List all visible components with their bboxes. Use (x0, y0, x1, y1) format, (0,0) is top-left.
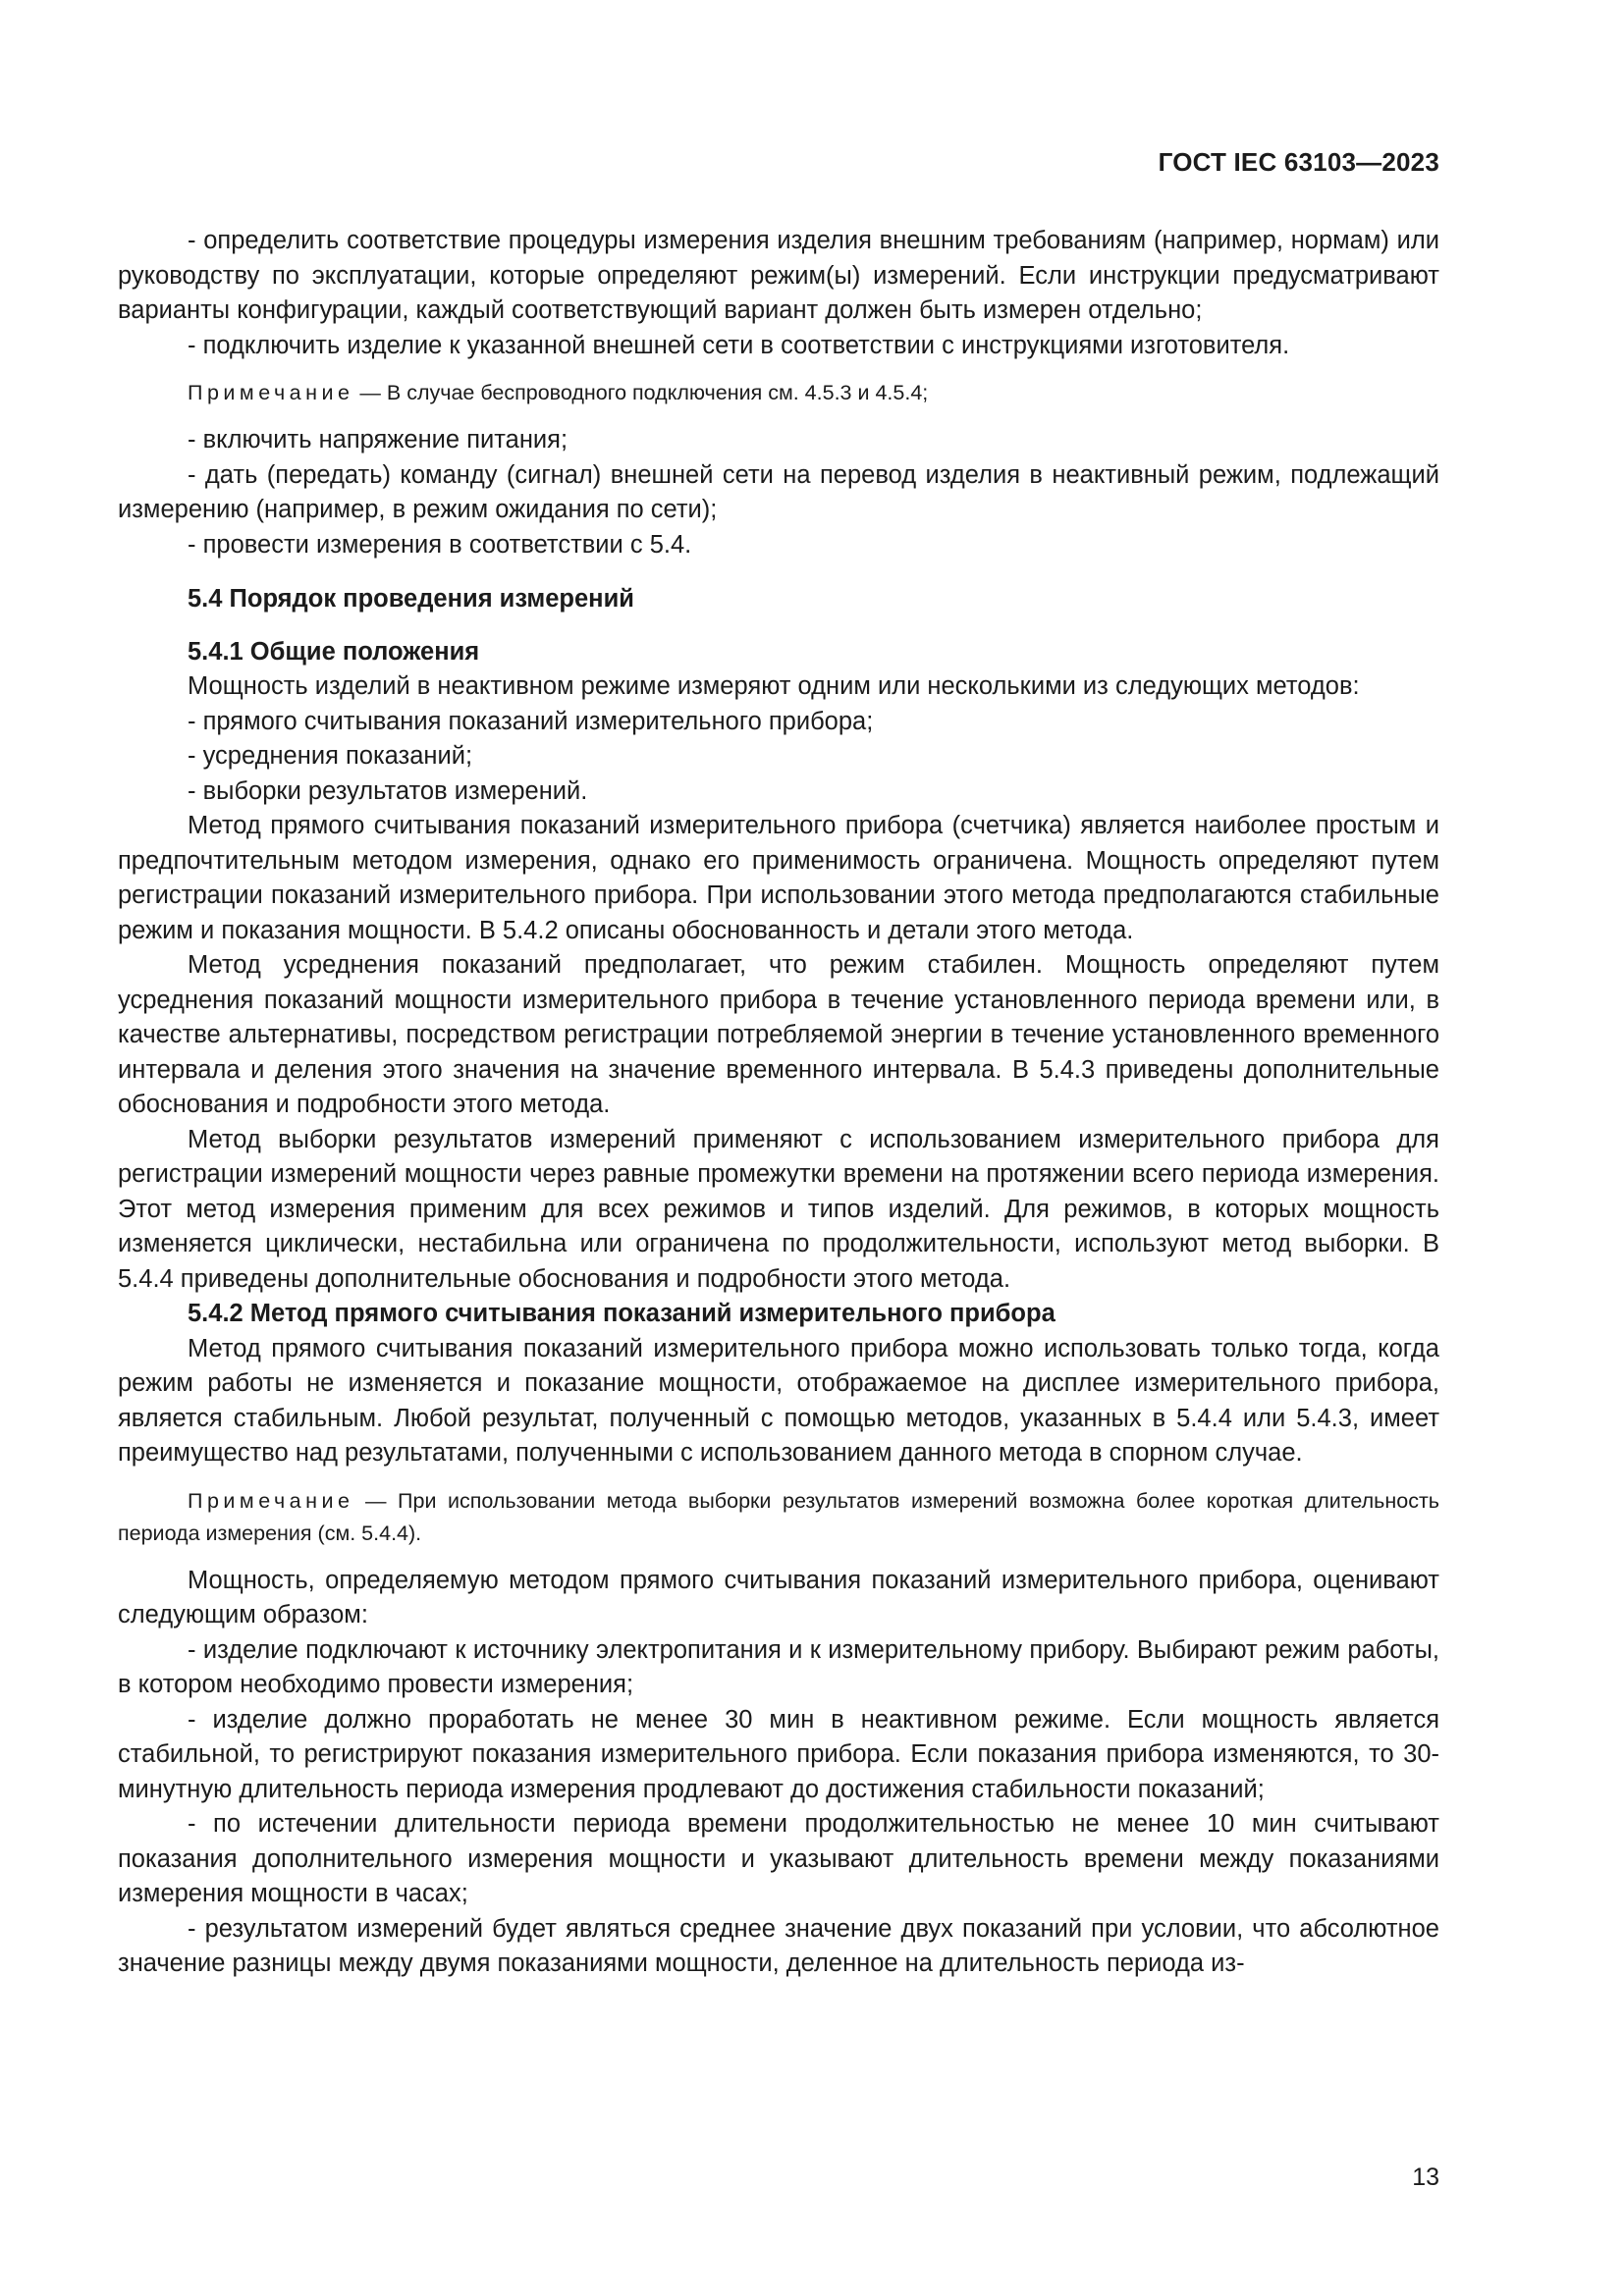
list-item: - результатом измерений будет являться среднее значение двух показаний при условии, что абсолютное значение разницы между двумя показаниями мощности, деленное на длительность периода из- (118, 1914, 1439, 1977)
paragraph: Метод прямого считывания показаний измерительного прибора можно использовать только тогда, когда режим работы не изменяется и показание мощности, отображаемое на дисплее измерительного прибора, является стабильным. Любой результат, полученный с помощью методов, указанных в 5.4.4 или 5.4.3, имеет преимущество над результатами, полученными с использованием данного метода в спорном случае. (118, 1334, 1439, 1467)
note (118, 377, 1439, 409)
page-number: 13 (1412, 2163, 1439, 2191)
paragraph: - подключить изделие к указанной внешней сети в соответствии с инструкциями изготовителя. (188, 331, 1290, 359)
standard-id-header: ГОСТ IEC 63103—2023 (1158, 147, 1439, 177)
list-item: - выборки результатов измерений. (188, 776, 588, 805)
paragraph: Метод усреднения показаний предполагает, что режим стабилен. Мощность определяют путем усреднения показаний мощности измерительного прибора в течение установленного периода времени или, в качестве альтернативы, посредством регистрации потребляемой энергии в течение установленного временного интервала и деления этого значения на значение временного интервала. В 5.4.3 приведены дополнительные обоснования и подробности этого метода. (118, 951, 1439, 1118)
subsection-heading: 5.4.1 Общие положения (188, 637, 480, 666)
note-text: — При использовании метода выборки результатов измерений возможна более короткая длительность периода измерения (см. 5.4.4). (118, 1488, 1439, 1545)
paragraph: Метод прямого считывания показаний измерительного прибора (счетчика) является наиболее простым и предпочтительным методом измерения, однако его применимость ограничена. Мощность определяют путем регистрации показаний измерительного прибора. При использовании этого метода предполагаются стабильные режим и показания мощности. В 5.4.2 описаны обоснованность и детали этого метода. (118, 812, 1439, 944)
note-text: — В случае беспроводного подключения см. 4.5.3 и 4.5.4; (353, 381, 929, 404)
paragraph: Мощность, определяемую методом прямого считывания показаний измерительного прибора, оценивают следующим образом: (118, 1566, 1439, 1629)
list-item: - прямого считывания показаний измерительного прибора; (188, 707, 874, 735)
note-label: Примечание (188, 381, 354, 404)
paragraph: - провести измерения в соответствии с 5.4. (188, 530, 692, 559)
list-item: - по истечении длительности периода времени продолжительностью не менее 10 мин считывают показания дополнительного измерения мощности и указывают длительность времени между показаниями измерения мощности в часах; (118, 1810, 1439, 1907)
list-item: - изделие подключают к источнику электропитания и к измерительному прибору. Выбирают режим работы, в котором необходимо провести измерения; (118, 1635, 1439, 1698)
subsection-heading: 5.4.2 Метод прямого считывания показаний измерительного прибора (188, 1300, 1056, 1327)
note-label: Примечание (188, 1488, 354, 1513)
note (118, 1485, 1439, 1550)
document-body (118, 224, 1439, 1982)
paragraph: - включить напряжение питания; (188, 426, 568, 454)
section-heading: 5.4 Порядок проведения измерений (188, 585, 634, 613)
paragraph: - определить соответствие процедуры измерения изделия внешним требованиям (например, нормам) или руководству по эксплуатации, которые определяют режим(ы) измерений. Если инструкции предусматривают варианты конфигурации, каждый соответствующий вариант должен быть измерен отдельно; (118, 227, 1439, 324)
paragraph: - дать (передать) команду (сигнал) внешней сети на перевод изделия в неактивный режим, подлежащий измерению (например, в режим ожидания по сети); (118, 460, 1439, 523)
paragraph: Метод выборки результатов измерений применяют с использованием измерительного прибора для регистрации измерений мощности через равные промежутки времени на протяжении всего периода измерения. Этот метод измерения применим для всех режимов и типов изделий. Для режимов, в которых мощность изменяется циклически, нестабильна или ограничена по продолжительности, используют метод выборки. В 5.4.4 приведены дополнительные обоснования и подробности этого метода. (118, 1125, 1439, 1293)
list-item: - изделие должно проработать не менее 30 мин в неактивном режиме. Если мощность является стабильной, то регистрируют показания измерительного прибора. Если показания прибора изменяются, то 30-минутную длительность периода измерения продлевают до достижения стабильности показаний; (118, 1705, 1439, 1803)
list-item: - усреднения показаний; (188, 742, 473, 770)
paragraph: Мощность изделий в неактивном режиме измеряют одним или несколькими из следующих методов: (188, 672, 1360, 700)
